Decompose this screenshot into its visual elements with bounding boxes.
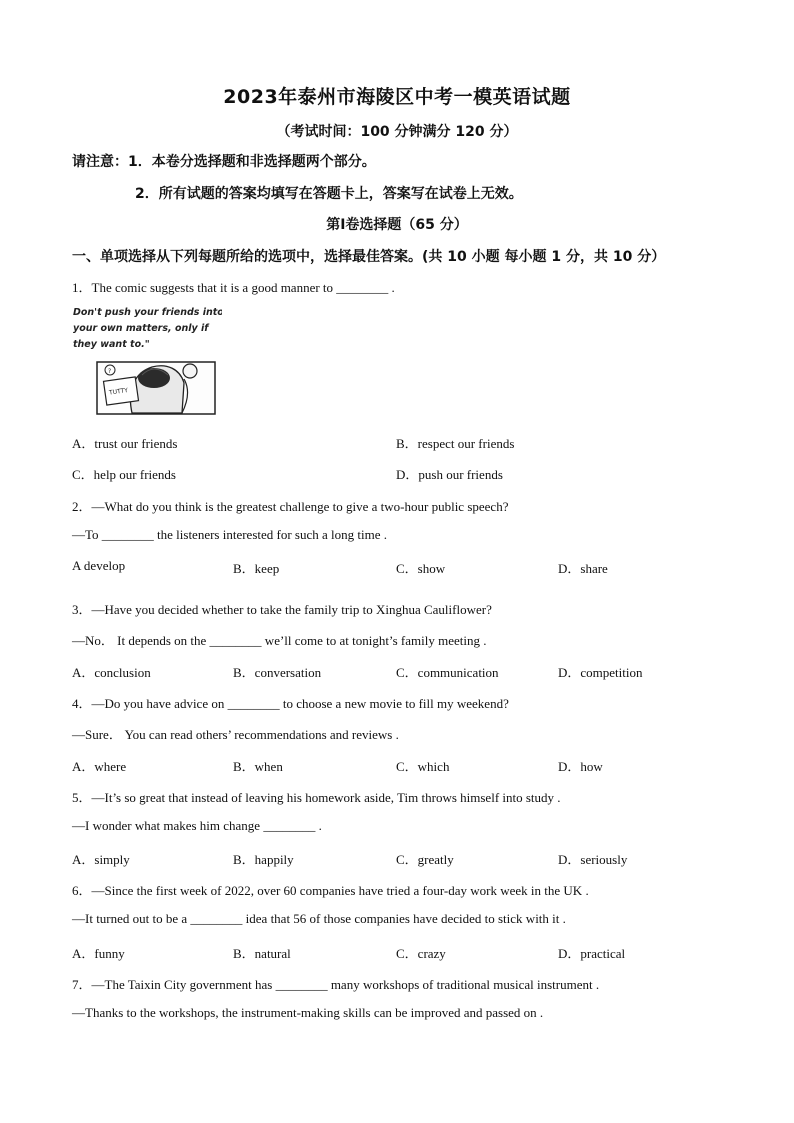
q4-option-a[interactable]: A．where	[72, 759, 127, 774]
q5-option-c[interactable]: C．greatly	[396, 852, 454, 867]
q1-option-d[interactable]: D．push our friends	[396, 467, 503, 482]
svg-text:?: ?	[108, 368, 112, 375]
question-3-stem: 3．—Have you decided whether to take the family trip to Xinghua Cauliflower?	[72, 602, 492, 617]
question-7-response: —Thanks to the workshops, the instrument-making skills can be improved and passed on .	[72, 1005, 544, 1020]
question-7-stem: 7．—The Taixin City government has ________ many workshops of traditional musical instrument .	[72, 977, 600, 992]
q1-option-b[interactable]: B．respect our friends	[396, 436, 515, 451]
note-1: 请注意：1．本卷分选择题和非选择题两个部分。	[72, 154, 376, 170]
comic-drawing	[72, 305, 222, 420]
question-1-stem: 1．The comic suggests that it is a good manner to ________ .	[72, 280, 395, 295]
q4-option-c[interactable]: C．which	[396, 759, 450, 774]
question-4-response: —Sure． You can read others’ recommendations and reviews .	[72, 727, 399, 742]
comic-image	[72, 305, 222, 420]
question-4-stem: 4．—Do you have advice on ________ to choose a new movie to fill my weekend?	[72, 696, 509, 711]
q3-option-c[interactable]: C．communication	[396, 665, 499, 680]
q6-option-c[interactable]: C．crazy	[396, 946, 446, 961]
exam-time-subtitle: （考试时间：100 分钟满分 120 分）	[276, 124, 518, 140]
comic-caption-line-3: they want to."	[73, 339, 150, 350]
q1-option-a[interactable]: A．trust our friends	[72, 436, 178, 451]
q2-option-a[interactable]: A develop	[72, 558, 126, 573]
q4-option-d[interactable]: D．how	[558, 759, 603, 774]
note-2: 2．所有试题的答案均填写在答题卡上，答案写在试卷上无效。	[135, 186, 523, 202]
q5-option-b[interactable]: B．happily	[233, 852, 294, 867]
comic-caption-line-1: Don't push your friends into	[73, 307, 222, 318]
question-5-stem: 5．—It’s so great that instead of leaving his homework aside, Tim throws himself into study .	[72, 790, 561, 805]
q1-option-c[interactable]: C．help our friends	[72, 467, 176, 482]
comic-sign-text: TUTTY	[108, 387, 129, 397]
q5-option-a[interactable]: A．simply	[72, 852, 130, 867]
q2-option-c[interactable]: C．show	[396, 561, 446, 576]
question-3-response: —No． It depends on the ________ we’ll come to at tonight’s family meeting .	[72, 633, 487, 648]
q6-option-d[interactable]: D．practical	[558, 946, 626, 961]
question-2-response: —To ________ the listeners interested for such a long time .	[72, 527, 387, 542]
question-6-response: —It turned out to be a ________ idea that 56 of those companies have decided to stick with it .	[72, 911, 566, 926]
q2-option-b[interactable]: B．keep	[233, 561, 280, 576]
q6-option-b[interactable]: B．natural	[233, 946, 291, 961]
comic-caption-line-2: your own matters, only if	[73, 323, 209, 334]
q6-option-a[interactable]: A．funny	[72, 946, 125, 961]
q3-option-b[interactable]: B．conversation	[233, 665, 322, 680]
q3-option-d[interactable]: D．competition	[558, 665, 643, 680]
q3-option-a[interactable]: A．conclusion	[72, 665, 151, 680]
part-heading: 一、单项选择从下列每题所给的选项中，选择最佳答案。(共 10 小题 每小题 1 分，共 10 分）	[72, 249, 666, 265]
q2-option-d[interactable]: D．share	[558, 561, 608, 576]
page-title: 2023年泰州市海陵区中考一模英语试题	[223, 86, 571, 108]
question-5-response: —I wonder what makes him change ________ .	[72, 818, 322, 833]
q4-option-b[interactable]: B．when	[233, 759, 283, 774]
q5-option-d[interactable]: D．seriously	[558, 852, 628, 867]
question-2-stem: 2．—What do you think is the greatest challenge to give a two-hour public speech?	[72, 499, 509, 514]
question-6-stem: 6．—Since the first week of 2022, over 60 companies have tried a four-day work week in the UK .	[72, 883, 589, 898]
section-title: 第Ⅰ卷选择题（65 分）	[326, 217, 468, 233]
